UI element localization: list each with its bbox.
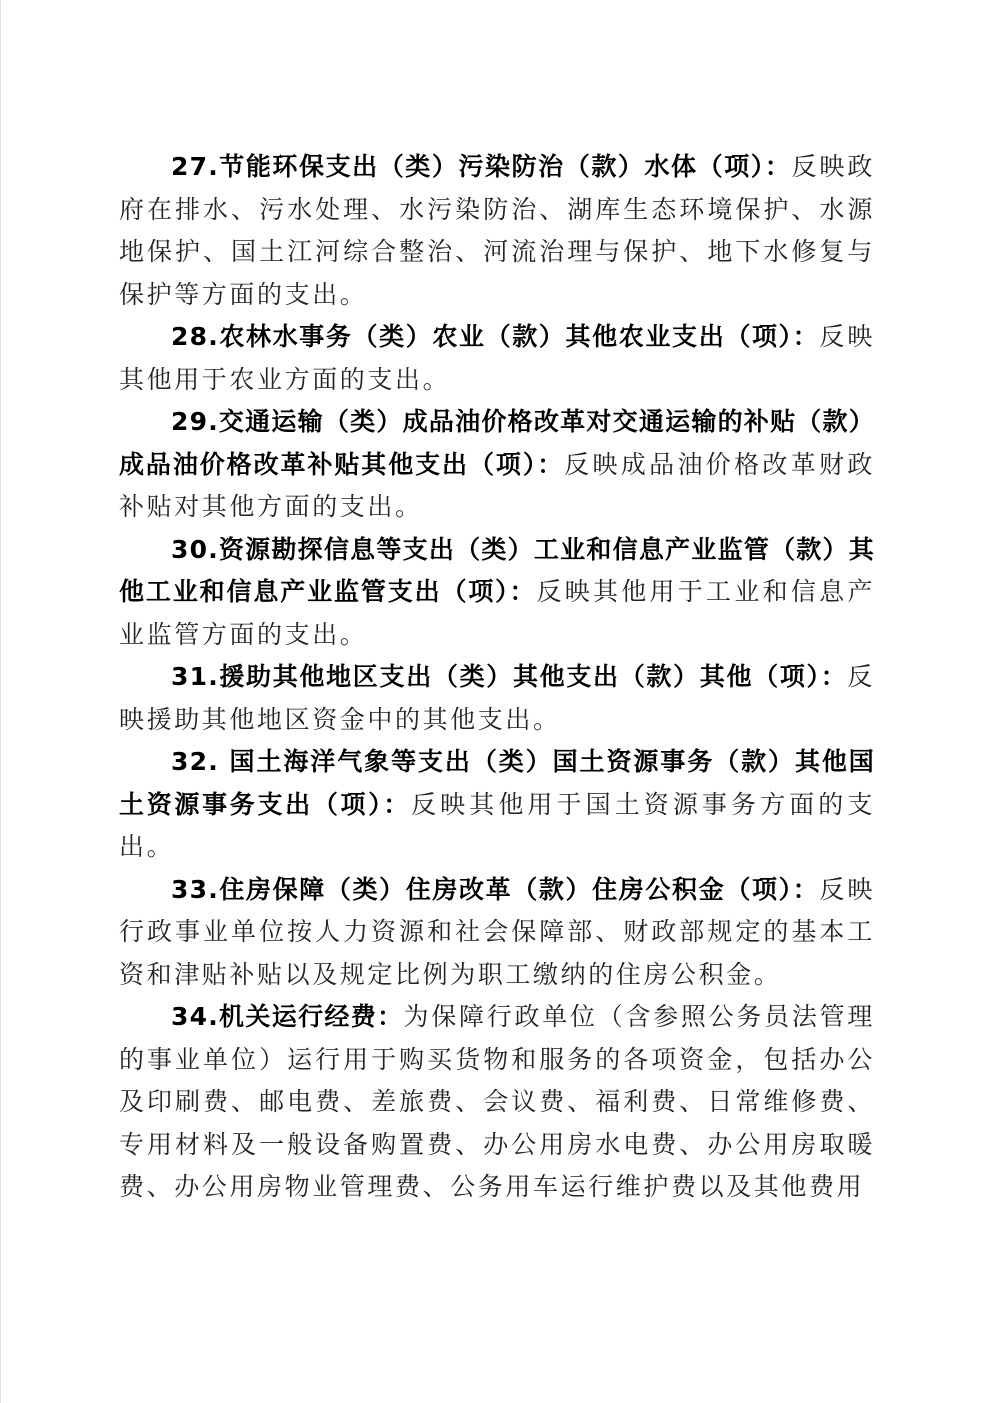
paragraph-heading: 31.援助其他地区支出（类）其他支出（款）其他（项）： [171,662,848,691]
paragraph-text: 反映其他用于农业方面的支出。 [119,322,875,394]
paragraph-33 [119,869,875,997]
paragraph-text: 反映政府在排水、污水处理、水污染防治、湖库生态环境保护、水源地保护、国土江河综合整治、河流治理与保护、地下水修复与保护等方面的支出。 [119,152,875,309]
document-body [119,146,875,1209]
paragraph-text: 为保障行政单位（含参照公务员法管理的事业单位）运行用于购买货物和服务的各项资金，包括办公及印刷费、邮电费、差旅费、会议费、福利费、日常维修费、专用材料及一般设备购置费、办公用房水电费、办公用房取暖费、办公用房物业管理费、公务用车运行维护费以及其他费用 [119,1002,876,1201]
paragraph-29 [119,401,875,529]
paragraph-27 [119,146,875,316]
paragraph-31 [119,656,875,741]
paragraph-34 [119,996,875,1209]
paragraph-heading: 32. 国土海洋气象等支出（类）国土资源事务（款）其他国土资源事务支出（项）： [119,747,875,819]
paragraph-heading: 28.农林水事务（类）农业（款）其他农业支出（项）： [171,322,820,351]
paragraph-text: 反映其他用于工业和信息产业监管方面的支出。 [119,577,876,649]
paragraph-text: 反映成品油价格改革财政补贴对其他方面的支出。 [119,449,875,521]
paragraph-heading: 29.交通运输（类）成品油价格改革对交通运输的补贴（款）成品油价格改革补贴其他支出（项）： [119,407,875,479]
paragraph-heading: 30.资源勘探信息等支出（类）工业和信息产业监管（款）其他工业和信息产业监管支出（项）： [119,534,875,606]
paragraph-text: 反映其他用于国土资源事务方面的支出。 [119,789,875,861]
paragraph-30 [119,529,875,657]
paragraph-text: 反映行政事业单位按人力资源和社会保障部、财政部规定的基本工资和津贴补贴以及规定比例为职工缴纳的住房公积金。 [119,874,875,989]
paragraph-heading: 34.机关运行经费： [171,1002,404,1031]
paragraph-28 [119,316,875,401]
paragraph-heading: 33.住房保障（类）住房改革（款）住房公积金（项）： [171,874,820,904]
paragraph-text: 反映援助其他地区资金中的其他支出。 [119,662,875,734]
paragraph-32 [119,741,875,869]
paragraph-heading: 27.节能环保支出（类）污染防治（款）水体（项）： [171,152,792,181]
